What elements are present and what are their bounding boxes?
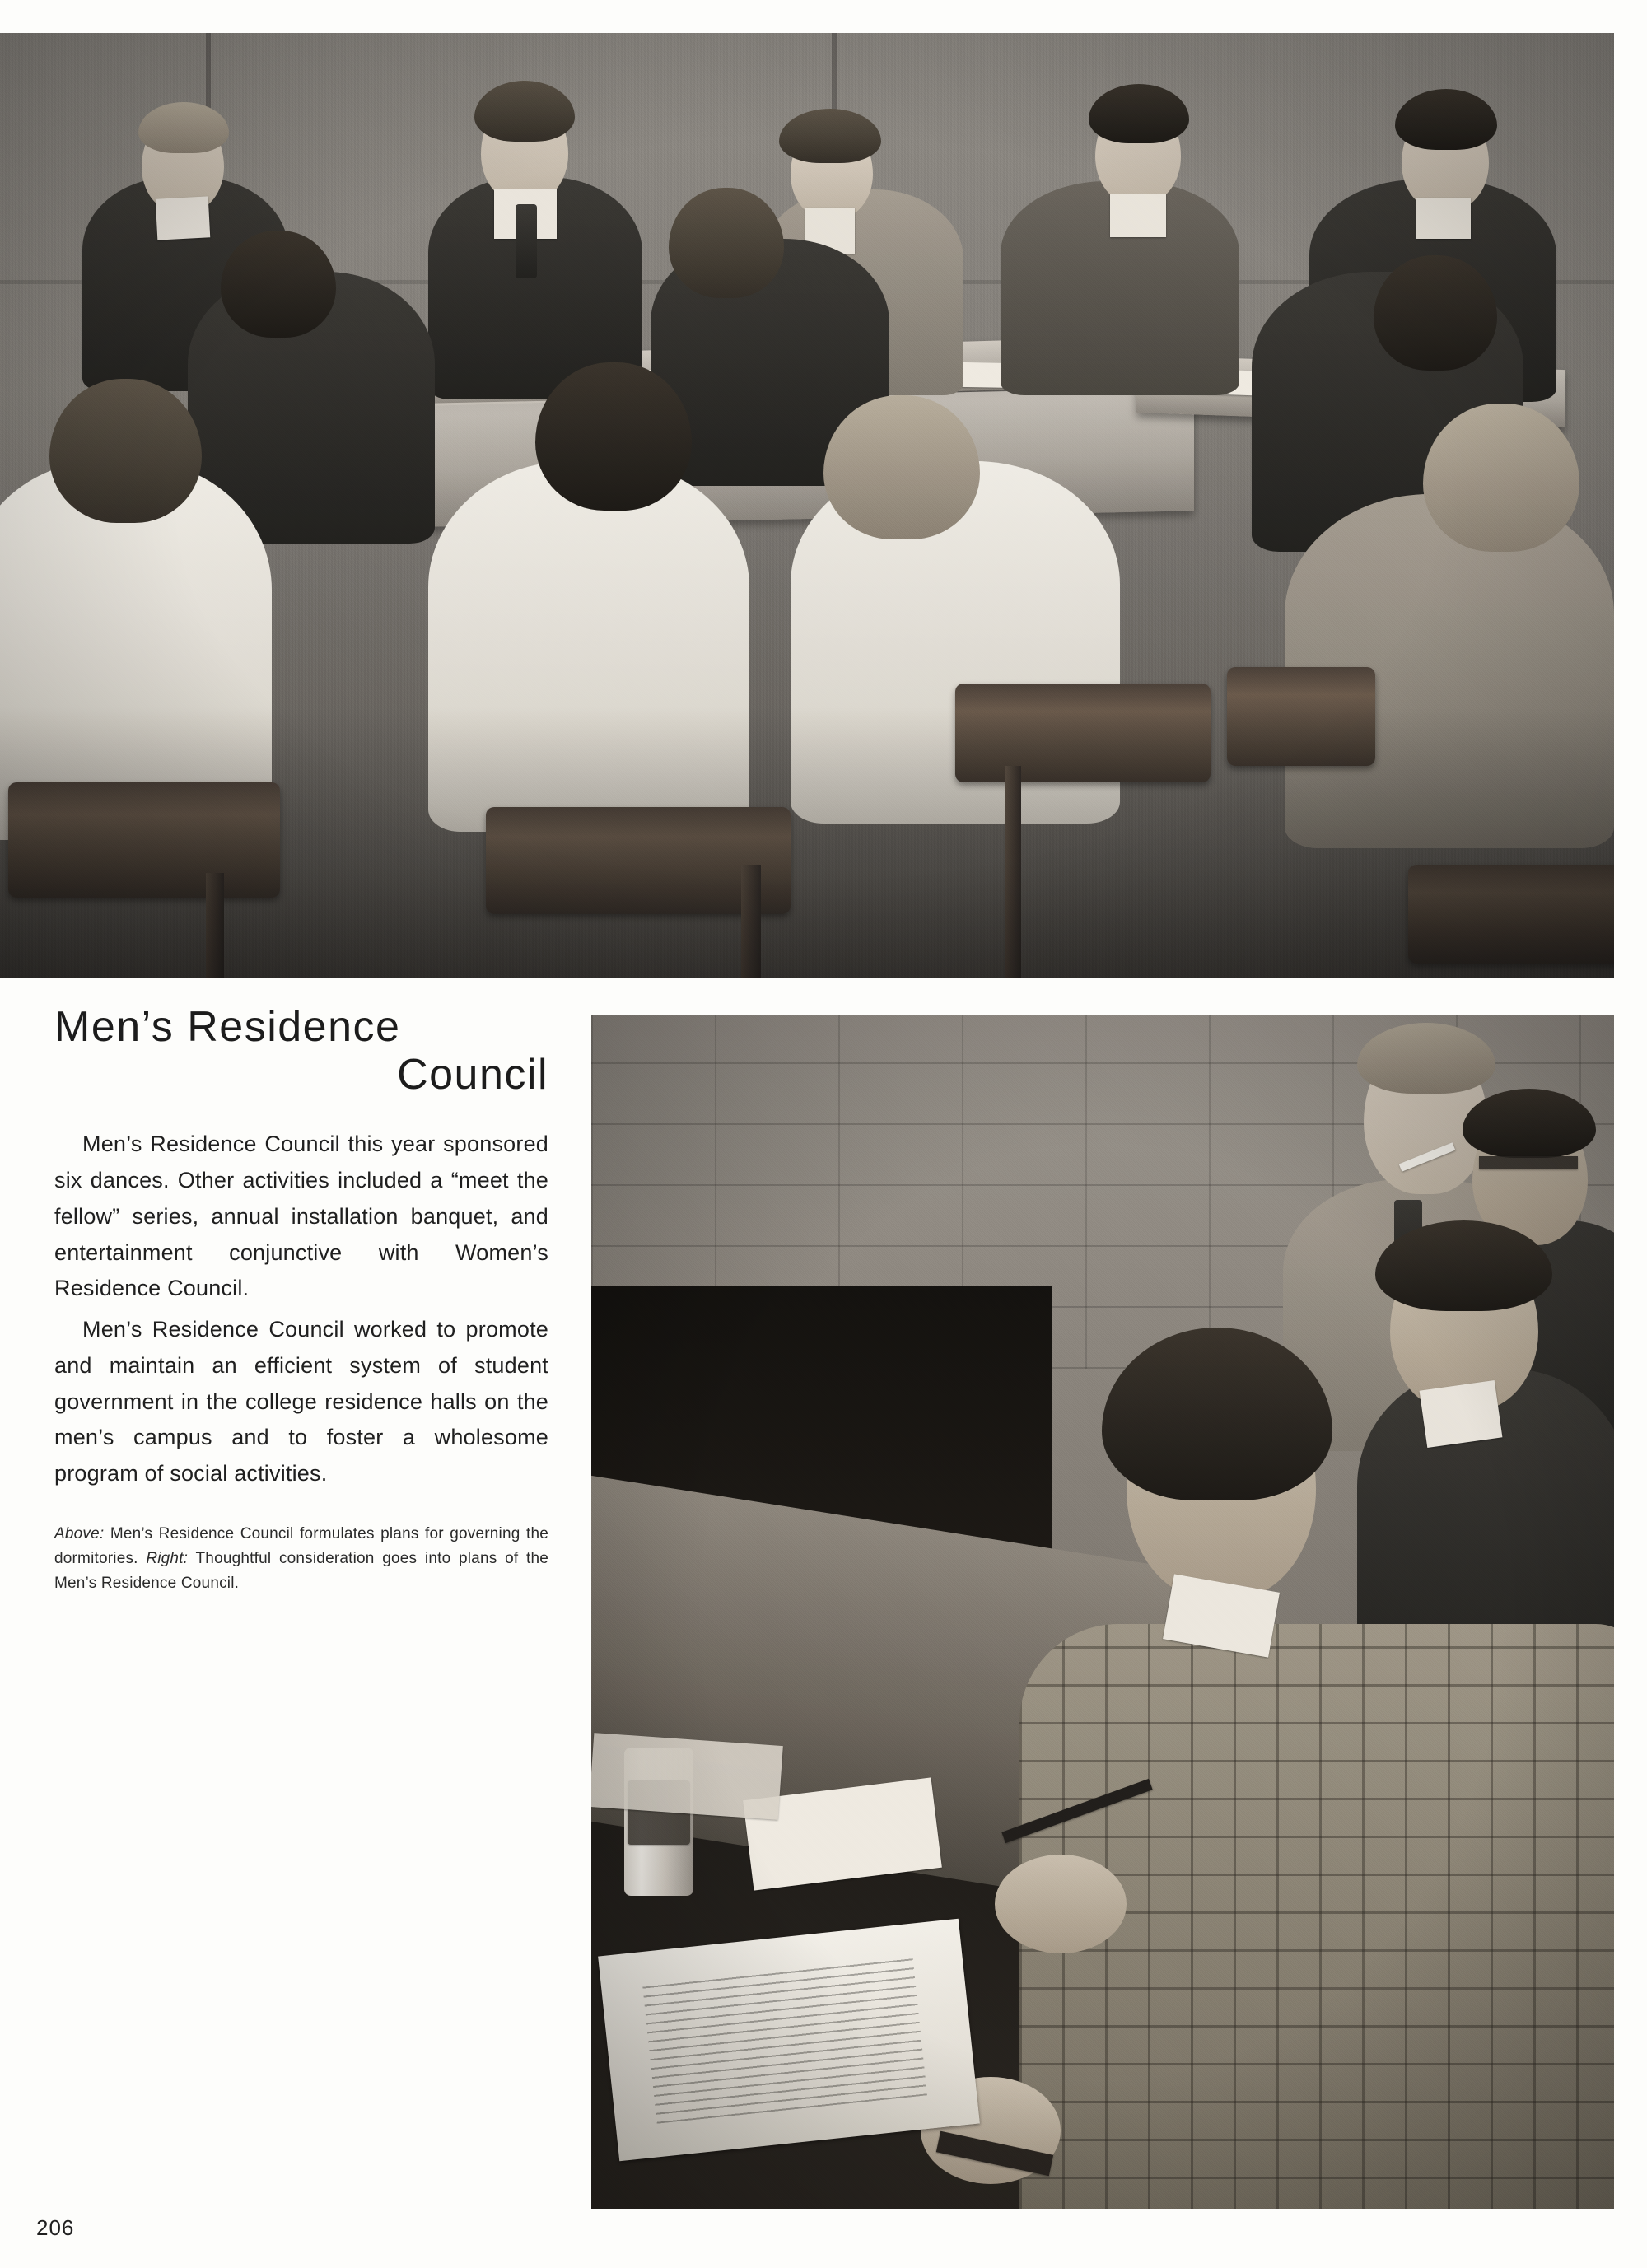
- photo-top-scene: [0, 33, 1614, 978]
- shirt-collar: [1110, 194, 1166, 237]
- student-back-head: [824, 395, 980, 539]
- attendee-head-back: [669, 188, 784, 298]
- eyeglasses: [1479, 1156, 1578, 1169]
- article-paragraph: [54, 1312, 548, 1492]
- caption-text-right: Thoughtful consideration goes into plans of the Men’s Residence Council.: [54, 1549, 549, 1592]
- photo-caption: [54, 1522, 548, 1596]
- article-paragraph-text: Men’s Residence Council worked to promote and maintain an efficient system of student government in the college residence halls on the men’s campus and to foster a wholesome program of social activities.: [54, 1317, 548, 1486]
- attendee-head-back: [221, 231, 336, 338]
- page-title-line-1: Men’s Residence: [54, 1003, 401, 1051]
- student-back-head: [535, 362, 692, 511]
- photo-shadow-band: [0, 707, 1614, 978]
- article-paragraph-text: Men’s Residence Council this year sponsored six dances. Other activities included a “meet the fellow” series, annual installation banquet, and entertainment conjunctive with Women’s Residence Council.: [54, 1132, 548, 1301]
- caption-text-above: Men’s Residence Council formulates plans for governing the dormitories.: [54, 1524, 548, 1567]
- article-paragraph: [54, 1127, 548, 1307]
- page-title-line-2: Council: [397, 1051, 548, 1099]
- photo-council-planning-session: [591, 1015, 1614, 2209]
- page-title: [54, 1003, 548, 1099]
- shirt-collar: [156, 196, 211, 240]
- table-tent-sign: [591, 1733, 783, 1820]
- article-text-column: [54, 1003, 548, 1612]
- writing-hand: [995, 1855, 1127, 1953]
- shirt-collar: [1420, 1380, 1503, 1448]
- attendee-head-back: [1374, 255, 1497, 371]
- page-number: 206: [36, 2215, 75, 2240]
- caption-label-above: Above:: [54, 1524, 105, 1542]
- necktie: [516, 204, 537, 278]
- photo-right-scene: [591, 1015, 1614, 2209]
- caption-label-right: Right:: [146, 1549, 189, 1567]
- notebook-ruled-lines: [642, 1956, 927, 2124]
- photo-men-residence-council-meeting: [0, 33, 1614, 978]
- student-back-head: [1423, 404, 1579, 552]
- student-back-head: [49, 379, 202, 523]
- shirt-collar: [1416, 198, 1471, 239]
